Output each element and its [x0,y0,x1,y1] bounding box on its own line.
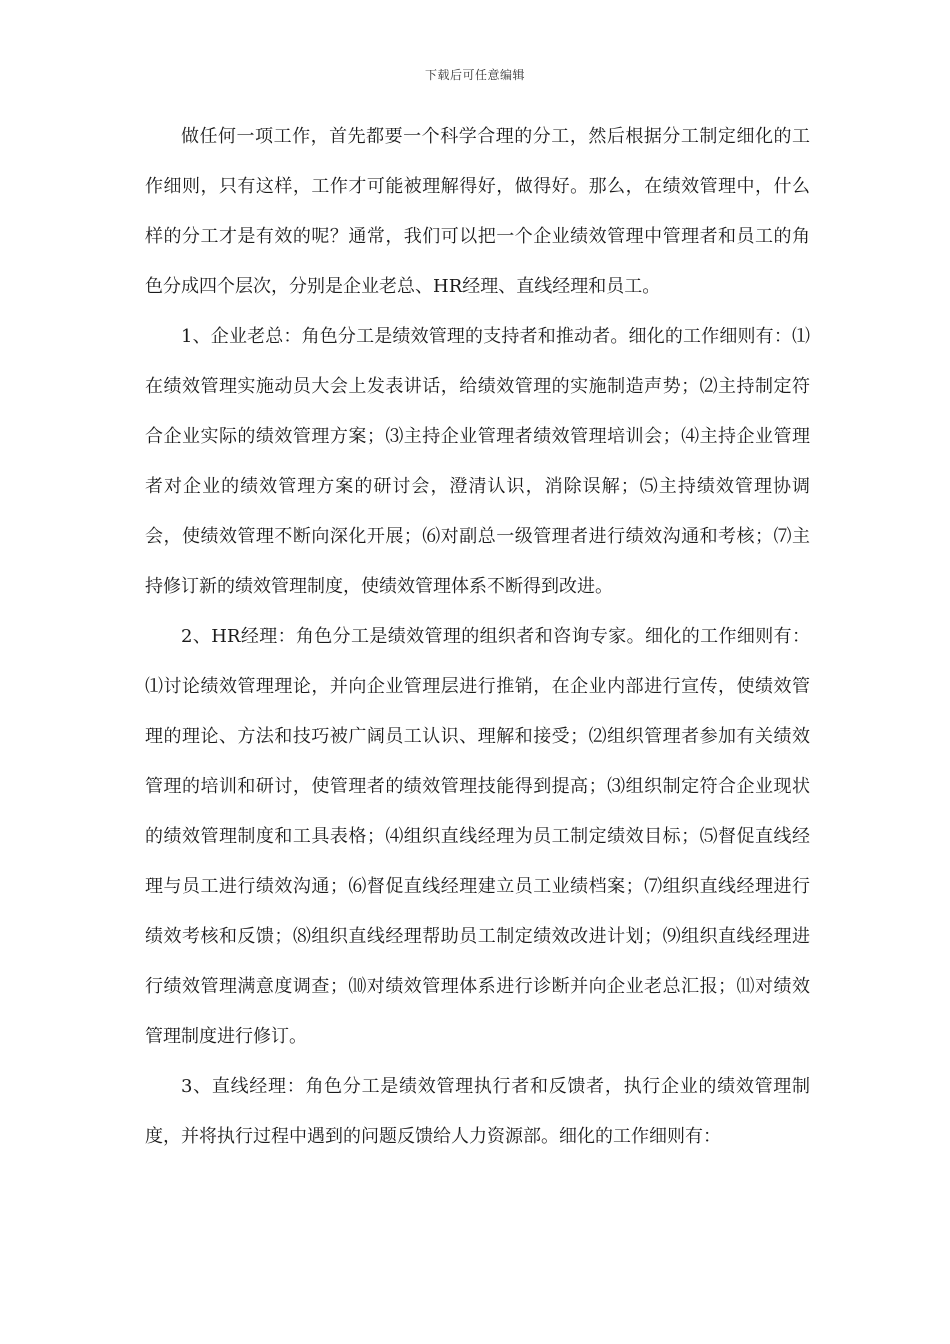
paragraph-enterprise-boss: 1、企业老总：角色分工是绩效管理的支持者和推动者。细化的工作细则有：⑴在绩效管理实施动员大会上发表讲话，给绩效管理的实施制造声势；⑵主持制定符合企业实际的绩效管理方案；⑶主持企业管理者绩效管理培训会；⑷主持企业管理者对企业的绩效管理方案的研讨会，澄清认识，消除误解；⑸主持绩效管理协调会，使绩效管理不断向深化开展；⑹对副总一级管理者进行绩效沟通和考核；⑺主持修订新的绩效管理制度，使绩效管理体系不断得到改进。 [145,326,810,597]
paragraph-line-manager: 3、直线经理：角色分工是绩效管理执行者和反馈者，执行企业的绩效管理制度，并将执行过程中遇到的问题反馈给人力资源部。细化的工作细则有： [145,1076,810,1147]
paragraph-hr-manager: 2、HR经理：角色分工是绩效管理的组织者和咨询专家。细化的工作细则有：⑴讨论绩效管理理论，并向企业管理层进行推销，在企业内部进行宣传，使绩效管理的理论、方法和技巧被广阔员工认识、理解和接受；⑵组织管理者参加有关绩效管理的培训和研讨，使管理者的绩效管理技能得到提高；⑶组织制定符合企业现状的绩效管理制度和工具表格；⑷组织直线经理为员工制定绩效目标；⑸督促直线经理与员工进行绩效沟通；⑹督促直线经理建立员工业绩档案；⑺组织直线经理进行绩效考核和反馈；⑻组织直线经理帮助员工制定绩效改进计划；⑼组织直线经理进行绩效管理满意度调查；⑽对绩效管理体系进行诊断并向企业老总汇报；⑾对绩效管理制度进行修订。 [145,626,810,1047]
page-header: 下载后可任意编辑 [424,68,525,82]
document-body [145,112,810,1162]
paragraph-intro: 做任何一项工作，首先都要一个科学合理的分工，然后根据分工制定细化的工作细则，只有这样，工作才可能被理解得好，做得好。那么，在绩效管理中，什么样的分工才是有效的呢？通常，我们可以把一个企业绩效管理中管理者和员工的角色分成四个层次，分别是企业老总、HR经理、直线经理和员工。 [145,126,810,297]
